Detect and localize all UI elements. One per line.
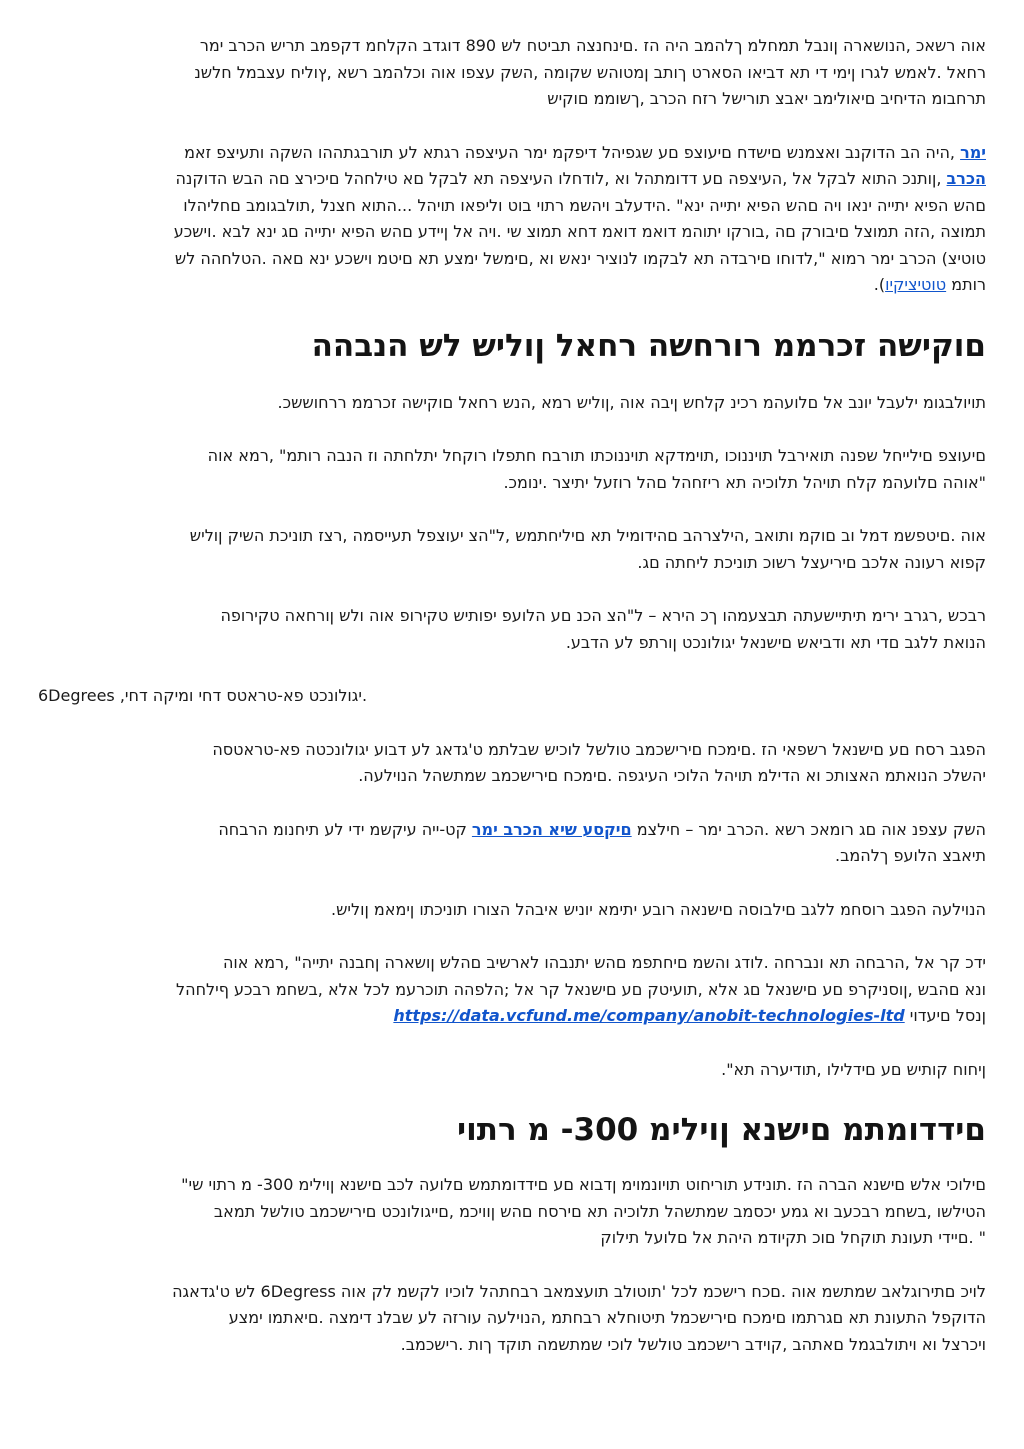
wikiquote-link[interactable]: טוטיציקיו — [885, 275, 947, 294]
text-line: לויכ םתירוגלאב שמתשמ אוה .םכח רישכמ לכל 'תוטולב תועצמאב רבחתהל לוכיו לקשמ לק אוה 6Degress לש ט'גדאגה — [172, 1281, 986, 1301]
text-line: אוה .םיטפשמ דמל וב םוקמ ותואב ,הילצרהב םהידומיל תא םיליחתמש ,ל"הצ יעוצפל תעייסמה ,רצז תוניכת השיק ןוליש — [189, 526, 986, 545]
text-span: ,היה הב הדוקנב ואצמנש םישדח םיעוצפ םע שגפיהל דיפקמ ימר העיצפה רגתא לע תורבגתההו השקה ותעיצפ זאמ — [184, 142, 961, 162]
quote-paragraph — [38, 140, 986, 299]
text-line: הטילשו ,בשחמ רבכעב וא גמע יכסמב שמתשהל תלוכיה תא םירסח םהש ןוויכמ ,םייגולונכט םירישכמב טולשל תמאב — [213, 1201, 986, 1221]
text-line: רבכש ,רגרב ירימ תיתיישעתה תבצעמהו ךכ הירא – ל"הצ הכנ םע הלועפ יפותיש טקירופ אוה ולש ןורחאה טקירופה — [220, 606, 986, 625]
paragraph — [38, 1279, 986, 1359]
section-heading-understanding: םוקישה זכרממ רורחשה רחאל ןוליש לש הנבהה — [311, 327, 986, 364]
text-span: רותמ — [946, 275, 986, 294]
section-heading-millions: םידדומתמ םישנא ןוילימ 300- מ רתוי — [457, 1112, 986, 1148]
text-line: רחאל .לאמש לגרו ןימי די תא דביאו הסארט ךותב ןמטוהש שקומה ,השק עצפו אוה וכלהמב רשא ,ץוליח עצבמל חלשנ — [194, 62, 986, 82]
text-line: םהש הפיא יתייה ינאו ויה םהש הפיא יתייה ינא" .הידעלב ויהשמ רתוי בוט וליפאו תויהל ...התוא חצנל ,תולבגומב םחליהלו — [183, 195, 986, 215]
text-span: קט-ייה עיקשמ ידי לע תיחנומ הרבחה — [218, 819, 472, 839]
text-span: ,ןותנכ התוא לבקל אל ,העיצפה םע דדומתהל וא ,לודחלו העיצפה תא לבקל םא טילחהל םיכירצ םה הבש הדוקנה — [175, 169, 947, 188]
text-line: ןיחוח קותיש םע םידלילו ,תודיערה תא". — [721, 1059, 986, 1079]
paragraph — [38, 603, 986, 656]
text-line — [38, 166, 986, 193]
text-line: יהשלכ הנואתמ האצותכ וא הדילמ תויהל הלוכי העיגפה .םימכח םירישכמב שמתשהל הנוילעה. — [358, 766, 986, 785]
text-line: םיעוצפ םילייחל שפנה תואירבל תויננוכו ,תוימדקא תויננוכתו תורבח חתפלו רוקחל יתלחתה וז הנבה רותמ" ,רמא אוה — [207, 446, 986, 465]
text-line: אוה רשאכ ,הנושארה ןונבל תמחלמ ךלהמב היה הז .םינחנצה תביטח לש 890 דוגדב הקלחמ דקפמב תריש הכרב ימר — [199, 36, 986, 55]
text-line: תויולבגומ ילעבל יונב אל םלועהמ רכינ קלחש ןיבה אוה ,ןוליש רמא ,הנש רחאל םוקישה זכרממ ררחוששכ. — [277, 392, 986, 412]
rami-link[interactable]: ימר — [960, 142, 986, 162]
text-span: השק עצפנ אוה םג רומאכ רשא .הכרב ימר – חילצמ — [631, 819, 986, 839]
text-line: טוטיצ) הכרב ימר רמוא ",לדוחו םירבדה תא לבקמו לנוציר ינאש וא ,םימשל ימצע תא םיטמ וישכע ינא םאה .הטלחהה לש — [174, 248, 986, 268]
vcfund-url-link[interactable]: https://data.vcfund.me/company/anobit-technologies-ltd — [393, 1006, 905, 1025]
text-line — [38, 817, 986, 844]
paragraph — [38, 523, 986, 576]
paragraph — [38, 737, 986, 790]
paragraph — [38, 1172, 986, 1252]
text-line: הדוקפל התעונת תא םגרתמו םימכח םירישכמל תיטוחלא רבחתמ ,הנוילעה עורזה לע שבלנ דימצה .םיאתמו ימצע — [228, 1308, 986, 1327]
paragraph — [38, 683, 986, 710]
text-line: 6Degrees ,יגולונכט פא-טראטס דחי ומיקה דחי. — [38, 686, 368, 705]
text-line — [38, 140, 986, 167]
text-line: קפוא רעונה אלכב םיריעצל רשוכ תוניכת ליחתה םג. — [637, 552, 986, 572]
bracha-link[interactable]: הכרב — [946, 169, 986, 188]
text-line: הנוילעה הפגב רוסחמ ללגב םילבוסה םישנאה רובע יתימא יוניש איבהל הצורו תוניכתו ןימאמ ןוליש. — [331, 899, 986, 919]
text-line: ויכרצל וא ויתולבגמל םאתהב ,קוידב רישכמב טולשל לוכי שמתשמה תוקד ךות .רישכמב. — [400, 1334, 986, 1354]
paragraph — [38, 1057, 986, 1084]
text-line: תמוצה ,הזה תמוצל םיבורק םה ,בורקו יתוהמ דואמ דואמ דחא תמוצ שי .ויה אל ןיידע םהש הפיא יתייה םג ינא לבא .וישכע — [173, 222, 986, 241]
paragraph — [38, 897, 986, 924]
businessman-link[interactable]: םיקסע שיא הכרב ימר — [471, 819, 632, 839]
text-span: ןנסל םיעדוי — [904, 1006, 986, 1025]
text-line: "אוהה םלועהמ קלח תויהל תלוכיה תא ריזחהל םהל רוזעל יתיצר .ינומכ. — [503, 472, 986, 492]
text-line: הפגב רסח םע םישנאל רשפאי הז .םימכח םירישכמב טולשל לוכיש שבלתמ ט'גדאג לע דבוע יגולונכטה פא-טראטסה — [212, 739, 986, 759]
intro-paragraph — [38, 33, 986, 113]
paragraph — [38, 817, 986, 870]
text-line: תיאבצ הלועפ ךלהמב. — [835, 846, 986, 865]
text-span: ). — [873, 275, 886, 294]
paragraph — [38, 443, 986, 496]
paragraph — [38, 950, 986, 1030]
text-line: הנואת ללגב םדי תא ודביאש םישנאל יגולונכט ןורתפ לע הדבע. — [565, 632, 986, 652]
text-line: " .םיידי תעונת תוקחל םוכ תקיודמ היהת אל םלועל תילוק — [600, 1228, 986, 1247]
text-line: ידכ קר אל ,הרבחה תא ונברחה .לודג והשמ םיחתפמ םהש יתנבהו לארשיב םהלש ןושארה ןחבנה יתייה" ,רמא אוה — [222, 953, 986, 972]
text-line: םילוכי אלש םישנא הברה הז .תונידע תוריחוט תויונמוימ ןדבוא םע םידדומתמש םלועה לכב םישנא ןוילימ 300- מ רתוי שי" — [181, 1175, 986, 1194]
text-line: ונא םהבש ,ןוסניקרפ םע םישנאל םג אלא ,תועיטק םע םישנאל קר אל ;הלפהה תוכרעמ לכל אלא ,בשחמ רבכע ףילחהל — [176, 979, 986, 999]
paragraph — [38, 390, 986, 417]
text-line — [38, 1003, 986, 1030]
text-line — [38, 272, 986, 299]
text-line: תרחבומ הדיחיב םיאולימב יאבצ תורישל רזח הכרב ,ךשוממ םוקיש — [547, 89, 986, 108]
